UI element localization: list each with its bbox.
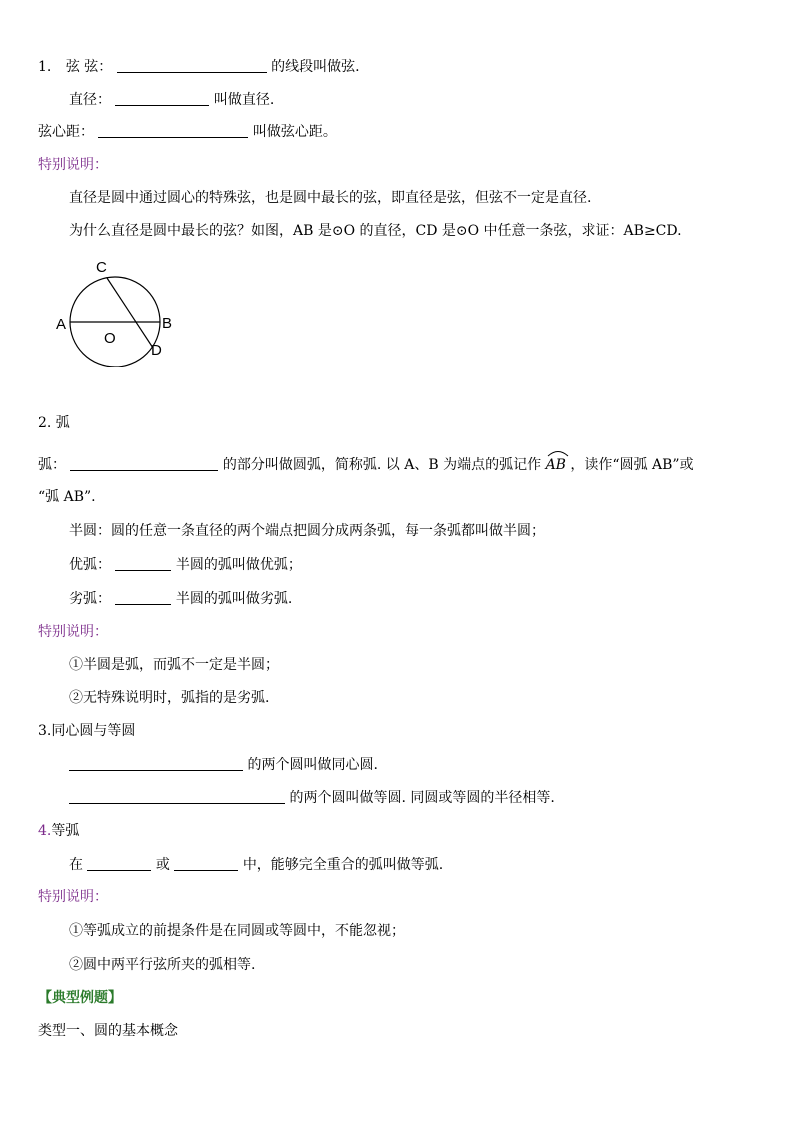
note-diameter-chord: 直径是圆中通过圆心的特殊弦，也是圆中最长的弦，即直径是弦，但弦不一定是直径. xyxy=(69,190,592,206)
note-proof-question: 为什么直径是圆中最长的弦？如图，AB 是⊙O 的直径，CD 是⊙O 中任意一条弦，求证：AB≥CD. xyxy=(69,223,682,239)
minor-arc-tail: 半圆的弧叫做劣弧. xyxy=(175,591,293,607)
chord-distance-line xyxy=(38,123,337,141)
minor-arc-line xyxy=(69,590,292,608)
special-note-title-2: 特别说明： xyxy=(38,624,108,640)
major-arc-tail: 半圆的弧叫做优弧； xyxy=(175,557,302,573)
equal-arc-tail: 中，能够完全重合的弧叫做等弧. xyxy=(242,857,444,873)
chord-tail: 的线段叫做弦. xyxy=(271,59,360,75)
chord-line xyxy=(38,58,360,76)
section-2-title: 2. 弧 xyxy=(38,415,70,431)
chord-blank[interactable] xyxy=(117,58,267,73)
chord-distance-blank[interactable] xyxy=(98,123,248,138)
diameter-blank[interactable] xyxy=(115,91,209,106)
diameter-line xyxy=(69,91,274,109)
note-minor-arc-default: ②无特殊说明时，弧指的是劣弧. xyxy=(69,690,270,706)
diameter-heading: 直径： xyxy=(69,92,111,108)
minor-arc-heading: 劣弧： xyxy=(69,591,111,607)
arc-ab-symbol xyxy=(546,454,566,474)
equal-circle-line xyxy=(69,789,555,807)
arc-mark-icon xyxy=(547,449,569,457)
section-3-title: 3.同心圆与等圆 xyxy=(38,723,136,739)
special-note-title-1: 特别说明： xyxy=(38,157,108,173)
label-b: B xyxy=(162,315,173,332)
major-arc-blank[interactable] xyxy=(115,556,171,571)
section-4-number: 4. xyxy=(38,823,52,839)
concentric-blank[interactable] xyxy=(69,756,243,771)
arc-heading: 弧： xyxy=(38,457,66,473)
typical-examples-title: 【典型例题】 xyxy=(38,990,122,1006)
type-one-heading: 类型一、圆的基本概念 xyxy=(38,1023,178,1039)
equal-arc-or: 或 xyxy=(155,857,170,873)
chord-heading: 弦 弦： xyxy=(65,59,113,75)
section-number: 1. xyxy=(38,59,52,75)
equal-arc-in: 在 xyxy=(69,857,83,873)
equal-circle-tail: 的两个圆叫做等圆. 同圆或等圆的半径相等. xyxy=(289,790,555,806)
note-equal-arc-condition: ①等弧成立的前提条件是在同圆或等圆中，不能忽视； xyxy=(69,923,405,939)
major-arc-line xyxy=(69,556,302,574)
note-parallel-chords: ②圆中两平行弦所夹的弧相等. xyxy=(69,957,256,973)
arc-tail-3: “弧 AB”. xyxy=(38,489,96,505)
arc-definition-line xyxy=(38,454,694,474)
diameter-tail: 叫做直径. xyxy=(213,92,275,108)
arc-tail-1: 的部分叫做圆弧，简称弧. 以 A、B 为端点的弧记作 xyxy=(222,457,542,473)
equal-arc-blank-1[interactable] xyxy=(87,856,151,871)
concentric-line xyxy=(69,756,378,774)
arc-blank[interactable] xyxy=(70,456,218,471)
concentric-tail: 的两个圆叫做同心圆. xyxy=(247,757,378,773)
special-note-title-3: 特别说明： xyxy=(38,889,108,905)
section-4-title xyxy=(38,822,79,840)
arc-tail-2: ，读作“圆弧 AB”或 xyxy=(570,457,694,473)
label-d: D xyxy=(151,342,162,359)
note-semicircle-arc: ①半圆是弧，而弧不一定是半圆； xyxy=(69,657,279,673)
section-4-heading: 等弧 xyxy=(51,823,80,839)
label-c: C xyxy=(96,259,107,276)
label-o: O xyxy=(104,330,116,347)
circle-figure xyxy=(52,252,182,367)
minor-arc-blank[interactable] xyxy=(115,590,171,605)
semicircle-definition: 半圆：圆的任意一条直径的两个端点把圆分成两条弧，每一条弧都叫做半圆； xyxy=(69,523,545,539)
equal-arc-line xyxy=(69,856,443,874)
label-a: A xyxy=(56,316,67,333)
chord-distance-tail: 叫做弦心距。 xyxy=(252,124,337,140)
equal-arc-blank-2[interactable] xyxy=(174,856,238,871)
arc-ab-text: AB xyxy=(545,457,566,473)
equal-circle-blank[interactable] xyxy=(69,789,285,804)
major-arc-heading: 优弧： xyxy=(69,557,111,573)
chord-distance-heading: 弦心距： xyxy=(38,124,94,140)
